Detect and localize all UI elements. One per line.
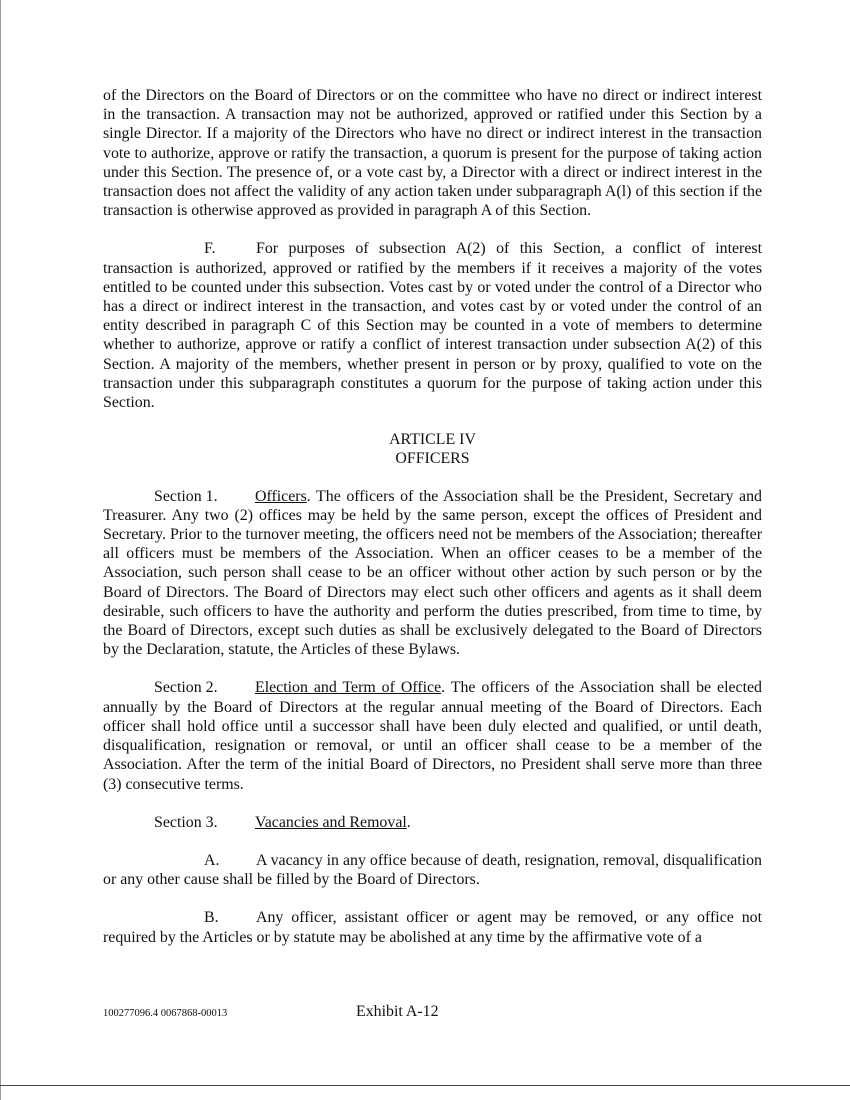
section-2-heading: Election and Term of Office: [255, 679, 442, 697]
paragraph-a-marker: A.: [204, 851, 220, 869]
scan-edge-bottom: [0, 1085, 850, 1086]
section-3-heading: Vacancies and Removal: [255, 813, 407, 831]
paragraph-a: [103, 851, 762, 889]
section-1-heading: Officers: [255, 487, 307, 505]
paragraph-a-text: A vacancy in any office because of death, resignation, removal, disqualification or any other cause shall be filled by the Board of Directors.: [103, 851, 762, 889]
section-1-label: Section 1.: [154, 487, 218, 505]
paragraph-e-continued: of the Directors on the Board of Directors or on the committee who have no direct or indirect interest in the transaction. A transaction may not be authorized, approved or ratified under this Section by a single Director. If a majority of the Directors who have no direct or indirect interest in the transaction vote to authorize, approve or ratify the transaction, a quorum is present for the purpose of taking action under this Section. The presence of, or a vote cast by, a Director with a direct or indirect interest in the transaction does not affect the validity of any action taken under subparagraph A(l) of this section if the transaction is otherwise approved as provided in paragraph A of this Section.: [103, 87, 762, 220]
article-number: ARTICLE IV: [389, 431, 476, 449]
footer-document-id: 100277096.4 0067868-00013: [103, 1008, 228, 1019]
paragraph-f-text: For purposes of subsection A(2) of this Section, a conflict of interest transaction is authorized, approved or ratified by the members if it receives a majority of the votes entitled to be counted under this subsection. Votes cast by or voted under the control of a Director who has a direct or indirect interest in the transaction, and votes cast by or voted under the control of an entity described in paragraph C of this Section may be counted in a vote of members to determine whether to authorize, approve or ratify a conflict of interest transaction under subsection A(2) of this Section. A majority of the members, whether present in person or by proxy, qualified to vote on the transaction under this subparagraph constitutes a quorum for the purpose of taking action under this Section.: [103, 240, 762, 412]
section-1: [103, 487, 762, 660]
paragraph-b: [103, 908, 762, 946]
section-2-label: Section 2.: [154, 679, 218, 697]
paragraph-f-marker: F.: [204, 240, 216, 258]
scan-edge-left: [0, 0, 1, 1100]
paragraph-b-text: Any officer, assistant officer or agent may be removed, or any office not required by the Articles or by statute may be abolished at any time by the affirmative vote of a: [103, 909, 762, 946]
section-2-text: . The officers of the Association shall be elected annually by the Board of Directors at the regular annual meeting of the Board of Directors. Each officer shall hold office until a successor shall have been duly elected and qualified, or until death, disqualification, resignation or removal, or until an officer shall cease to be a member of the Association. After the term of the initial Board of Directors, no President shall serve more than three (3) consecutive terms.: [103, 679, 763, 793]
paragraph-f: [103, 239, 762, 412]
footer-exhibit-label: Exhibit A-12: [356, 1003, 439, 1020]
article-title: OFFICERS: [395, 450, 470, 468]
section-3: [103, 813, 762, 832]
paragraph-b-marker: B.: [204, 909, 219, 927]
article-heading: [103, 430, 762, 468]
section-3-tail: .: [406, 813, 411, 831]
section-3-label: Section 3.: [154, 813, 218, 831]
document-body: [103, 86, 762, 947]
section-2: [103, 678, 762, 793]
section-1-text: . The officers of the Association shall be the President, Secretary and Treasurer. Any two (2) offices may be held by the same person, except the offices of President and Secretary. Prior to the turnover meeting, the officers need not be members of the Association; thereafter all officers must be members of the Association. When an officer ceases to be a member of the Association, such person shall cease to be an officer without other action by such person or by the Board of Directors. The Board of Directors may elect such other officers and agents as it shall deem desirable, such officers to have the authority and perform the duties prescribed, from time to time, by the Board of Directors, except such duties as shall be exclusively delegated to the Board of Directors by the Declaration, statute, the Articles of these Bylaws.: [103, 487, 762, 659]
